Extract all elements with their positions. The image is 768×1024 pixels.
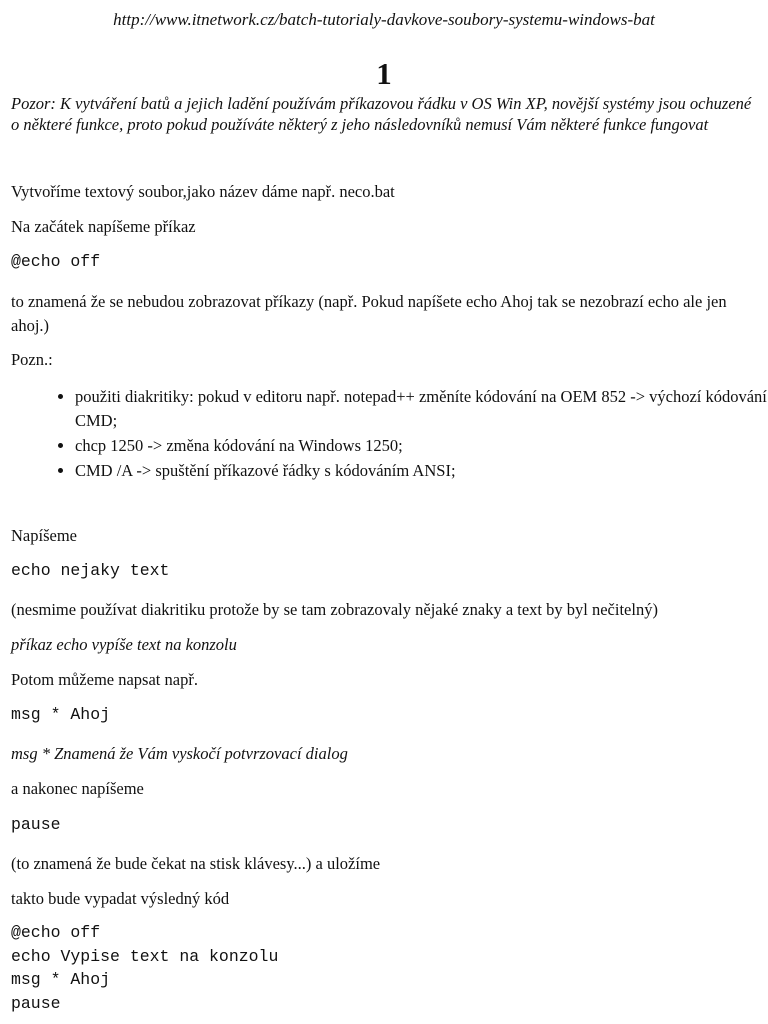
code-line: msg * Ahoj — [11, 970, 111, 989]
final-code-block — [11, 921, 278, 1015]
warning-note: Pozor: K vytváření batů a jejich ladění používám příkazovou řádku v OS Win XP, novější systémy jsou ochuzené o některé funkce, proto pokud používáte některý z jeho následovníků nemusí Vám některé funkce fungovat — [11, 94, 752, 134]
code-echo-off: @echo off — [11, 252, 101, 271]
paragraph-write: Napíšeme — [11, 526, 77, 545]
page-url: http://www.itnetwork.cz/batch-tutorialy-davkove-soubory-systemu-windows-bat — [113, 10, 655, 29]
code-msg: msg * Ahoj — [11, 705, 111, 724]
paragraph-echo-description: příkaz echo vypíše text na konzolu — [11, 635, 237, 654]
paragraph-msg-description: msg * Znamená že Vám vyskočí potvrzovací dialog — [11, 744, 348, 763]
paragraph-notes-label: Pozn.: — [11, 350, 53, 369]
paragraph-then-write: Potom můžeme napsat např. — [11, 670, 198, 689]
page-number: 1 — [376, 56, 392, 91]
code-pause: pause — [11, 815, 61, 834]
paragraph-first-command: Na začátek napíšeme příkaz — [11, 217, 196, 236]
paragraph-finally-write: a nakonec napíšeme — [11, 779, 144, 798]
code-line: echo Vypise text na konzolu — [11, 946, 279, 966]
list-item: • použiti diakritiky: pokud v editoru např. notepad++ změníte kódování na OEM 852 -> výchozí kódování CMD; — [75, 385, 768, 433]
list-item: • chcp 1250 -> změna kódování na Windows 1250; — [75, 434, 768, 458]
paragraph-no-diacritics: (nesmime používat diakritiku protože by se tam zobrazovaly nějaké znaky a text by byl nečitelný) — [11, 600, 658, 619]
paragraph-final-code-label: takto bude vypadat výsledný kód — [11, 889, 230, 908]
list-item: • CMD /A -> spuštění příkazové řádky s kódováním ANSI; — [75, 459, 768, 483]
code-echo-text: echo nejaky text — [11, 561, 170, 580]
paragraph-create-file: Vytvoříme textový soubor,jako název dáme např. neco.bat — [11, 182, 395, 201]
paragraph-echo-explanation: to znamená že se nebudou zobrazovat příkazy (např. Pokud napíšete echo Ahoj tak se nezobrazí echo ale jen ahoj.) — [11, 292, 727, 335]
code-line: @echo off — [11, 923, 101, 942]
notes-list — [11, 385, 768, 484]
paragraph-pause-explanation: (to znamená že bude čekat na stisk klávesy...) a uložíme — [11, 854, 381, 873]
code-line: pause — [11, 993, 61, 1013]
